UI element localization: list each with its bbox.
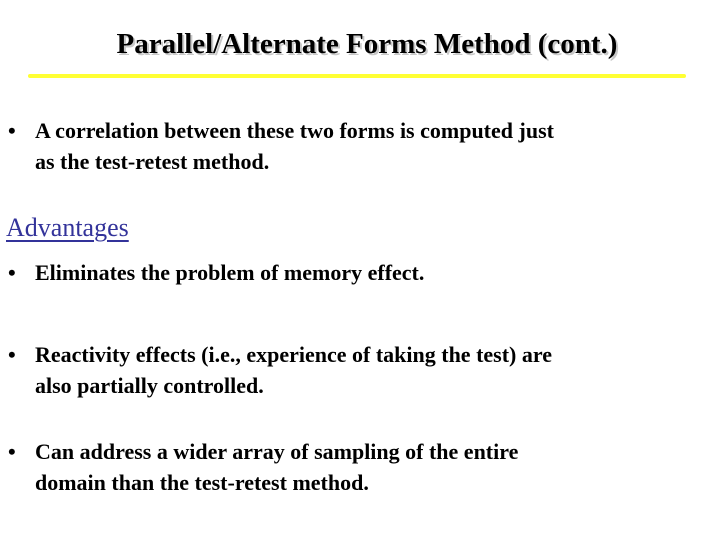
bullet-marker: • [8, 439, 16, 464]
bullet-marker: • [8, 118, 16, 143]
title-underline [28, 74, 686, 78]
intro-bullet [8, 115, 554, 177]
slide-title: Parallel/Alternate Forms Method (cont.) [116, 28, 618, 60]
advantage-bullet-2 [8, 339, 552, 401]
bullet-line: A correlation between these two forms is computed just [35, 118, 554, 143]
bullet-text [35, 339, 552, 401]
advantages-heading: Advantages [6, 213, 129, 242]
bullet-line: domain than the test-retest method. [35, 470, 369, 495]
bullet-line: as the test-retest method. [35, 149, 270, 174]
bullet-line: also partially controlled. [35, 373, 264, 398]
advantage-bullet-1 [8, 257, 424, 288]
bullet-text [35, 436, 518, 498]
advantage-bullet-3 [8, 436, 518, 498]
bullet-line: Can address a wider array of sampling of the entire [35, 439, 519, 464]
bullet-line: Eliminates the problem of memory effect. [35, 260, 425, 285]
bullet-marker: • [8, 342, 16, 367]
bullet-text [35, 257, 424, 288]
bullet-marker: • [8, 260, 16, 285]
bullet-line: Reactivity effects (i.e., experience of taking the test) are [35, 342, 552, 367]
bullet-text [35, 115, 554, 177]
